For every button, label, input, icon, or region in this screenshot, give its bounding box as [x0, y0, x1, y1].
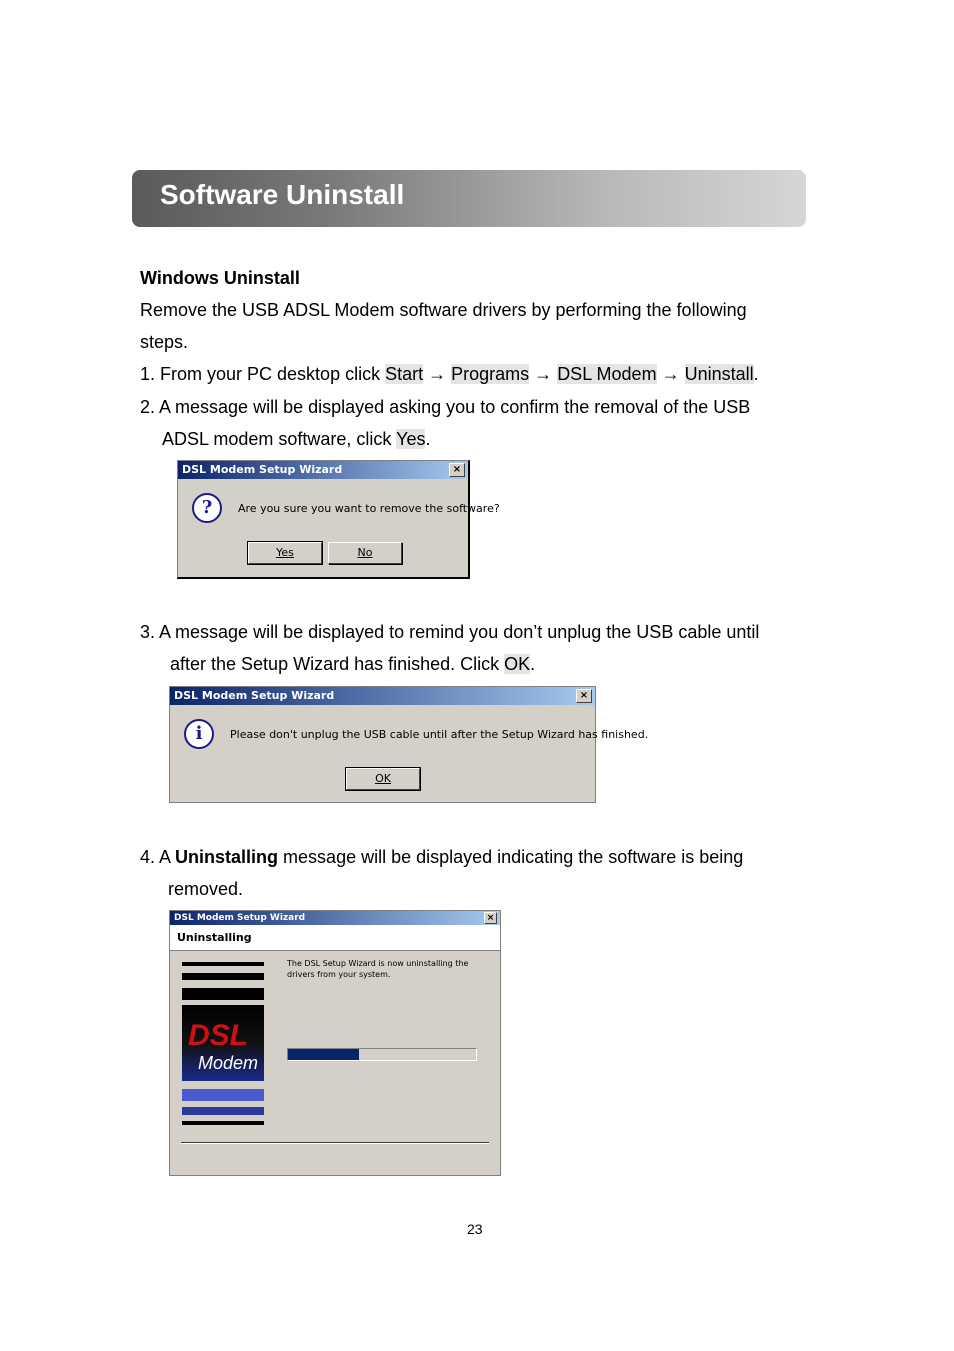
step-2-prefix: ADSL modem software, click — [162, 429, 397, 449]
confirm-dialog — [177, 460, 500, 579]
page-number: 23 — [467, 1221, 483, 1237]
ok-button[interactable] — [346, 768, 420, 790]
step-2-line-2 — [162, 428, 430, 450]
step-3-prefix: after the Setup Wizard has finished. Click — [170, 654, 505, 674]
step-4-suffix: message will be displayed indicating the software is being — [278, 847, 744, 867]
logo-modem: Modem — [198, 1053, 259, 1073]
stripe — [182, 962, 264, 966]
arrow-icon: → — [428, 364, 447, 384]
page-title: Software Uninstall — [160, 179, 405, 210]
step-2-end: . — [425, 429, 431, 449]
info-icon: i — [184, 719, 214, 749]
dsl-modem-logo — [182, 1005, 264, 1081]
no-button[interactable] — [328, 542, 402, 564]
yes-ref: Yes — [396, 429, 426, 449]
step-4-bold: Uninstalling — [175, 847, 279, 867]
menu-uninstall: Uninstall — [684, 364, 754, 384]
stripe — [182, 988, 264, 1000]
dialog-message: Are you sure you want to remove the software? — [238, 502, 500, 515]
section-heading: Windows Uninstall — [140, 268, 300, 288]
yes-button[interactable] — [248, 542, 322, 564]
yes-label: Yes — [276, 546, 294, 559]
reminder-dialog — [169, 686, 649, 803]
dialog-titlebar — [170, 911, 500, 925]
dialog-title: DSL Modem Setup Wizard — [174, 689, 335, 702]
no-label: No — [357, 546, 373, 559]
step-4-line-1 — [140, 846, 743, 868]
step-1-end: . — [753, 364, 759, 384]
progress-fill — [288, 1049, 359, 1060]
question-icon: ? — [192, 493, 222, 523]
intro-line-2: steps. — [140, 332, 189, 352]
uninstalling-dialog — [169, 910, 501, 1176]
intro-line-1: Remove the USB ADSL Modem software drivers by performing the following — [140, 300, 747, 320]
stripe — [182, 1089, 264, 1101]
step-2-line-1: 2. A message will be displayed asking you to confirm the removal of the USB — [140, 397, 751, 417]
logo-dsl: DSL — [188, 1019, 248, 1052]
step-4-line-2: removed. — [168, 879, 244, 899]
step-1 — [140, 363, 759, 385]
uninstall-message-1: The DSL Setup Wizard is now uninstalling the — [287, 959, 469, 968]
stripe — [182, 1121, 264, 1125]
step-3-line-1: 3. A message will be displayed to remind you don’t unplug the USB cable until — [140, 622, 760, 642]
ok-label: OK — [375, 772, 391, 785]
dialog-title: DSL Modem Setup Wizard — [182, 463, 343, 476]
menu-start: Start — [385, 364, 424, 384]
step-4-prefix: 4. A — [140, 847, 176, 867]
menu-programs: Programs — [451, 364, 530, 384]
dialog-header — [170, 925, 500, 951]
close-icon[interactable]: × — [576, 689, 592, 703]
uninstall-message-2: drivers from your system. — [287, 970, 391, 979]
arrow-icon: → — [661, 364, 680, 384]
arrow-icon: → — [534, 364, 553, 384]
dialog-message: Please don't unplug the USB cable until after the Setup Wizard has finished. — [230, 728, 649, 741]
progress-bar — [287, 1048, 477, 1061]
step-3-line-2 — [170, 653, 535, 675]
dialog-titlebar — [178, 461, 468, 479]
step-1-prefix: 1. From your PC desktop click — [140, 364, 386, 384]
divider — [181, 1142, 489, 1144]
close-icon[interactable]: × — [449, 463, 465, 477]
stripe — [182, 1107, 264, 1115]
menu-dsl-modem: DSL Modem — [557, 364, 657, 384]
stripe — [182, 973, 264, 980]
dialog-title: DSL Modem Setup Wizard — [174, 913, 306, 923]
close-icon[interactable]: × — [484, 912, 497, 924]
step-3-end: . — [530, 654, 536, 674]
ok-ref: OK — [504, 654, 531, 674]
dialog-titlebar — [170, 687, 595, 705]
dialog-header-title: Uninstalling — [177, 931, 252, 944]
section-banner — [132, 170, 806, 227]
